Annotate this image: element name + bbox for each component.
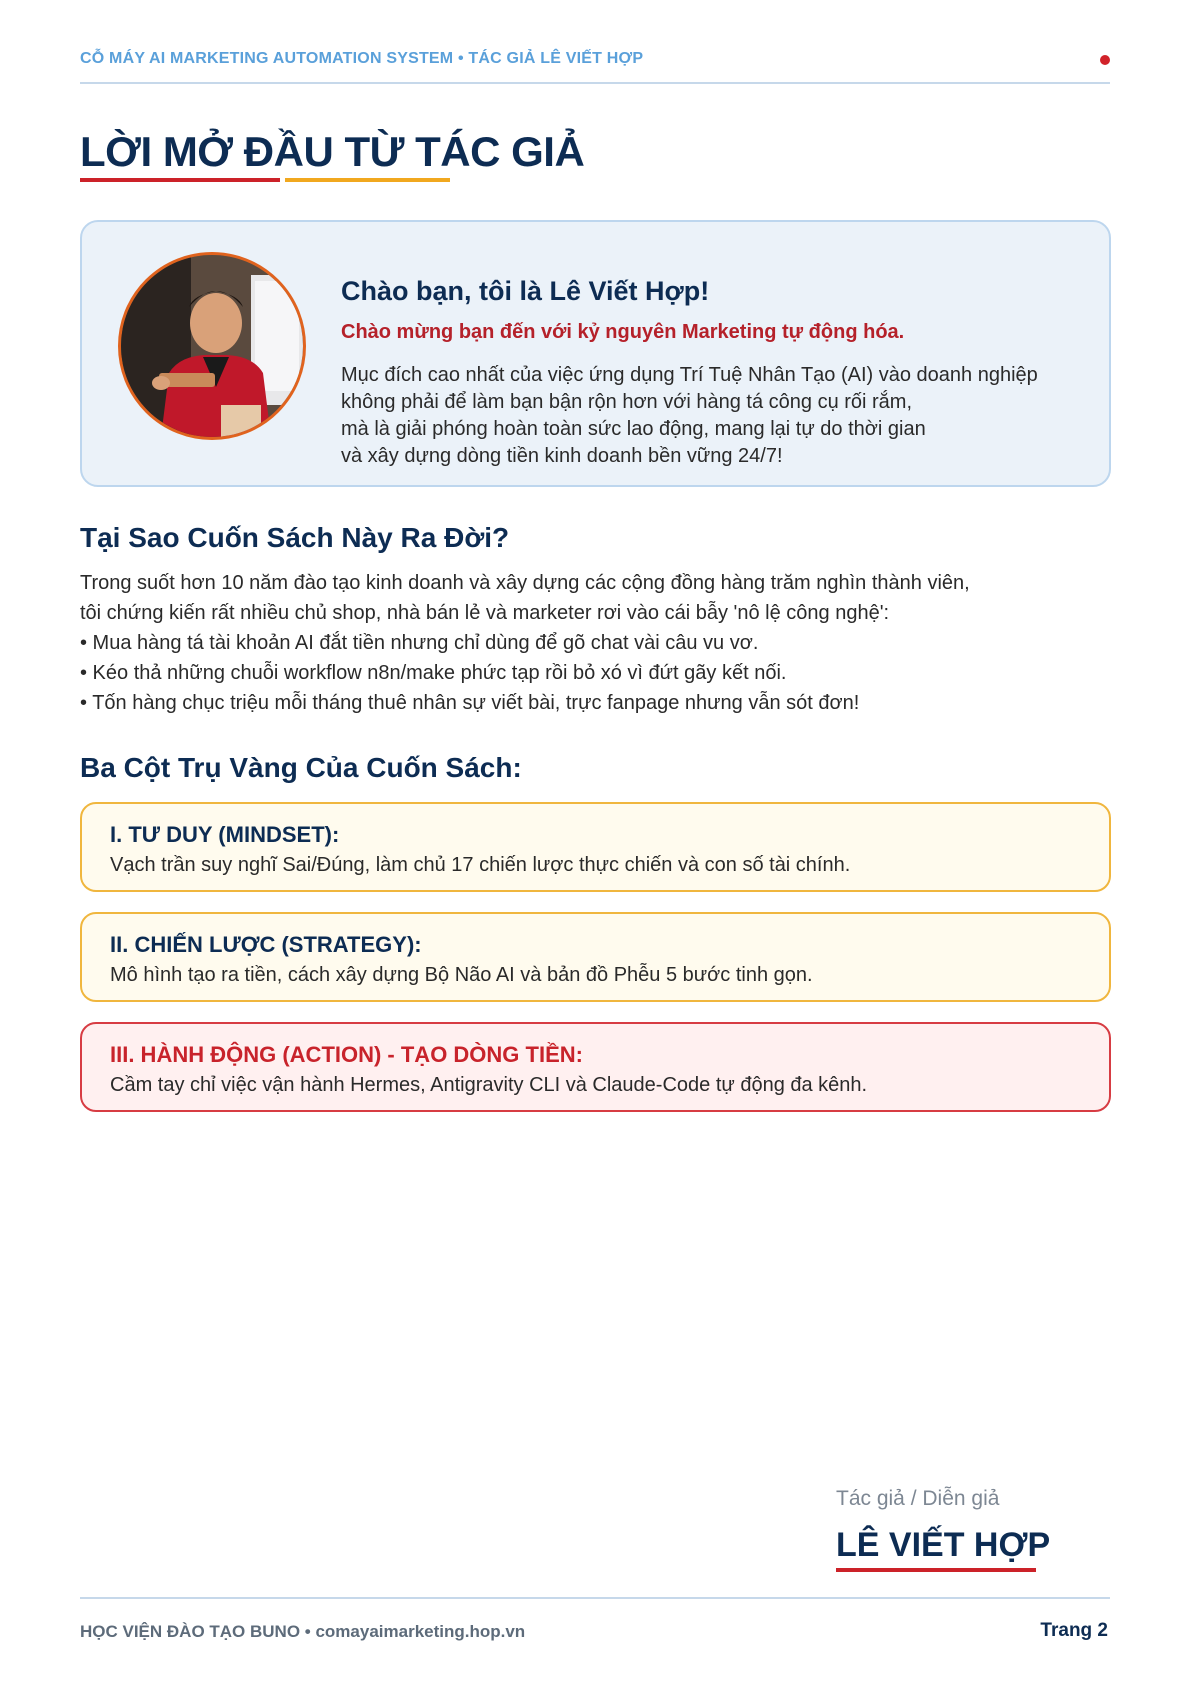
intro-line: và xây dựng dòng tiền kinh doanh bền vững 24/7! xyxy=(341,445,783,467)
intro-greeting: Chào bạn, tôi là Lê Viết Hợp! xyxy=(341,276,710,306)
pillar-desc: Cầm tay chỉ việc vận hành Hermes, Antigravity CLI và Claude-Code tự động đa kênh. xyxy=(110,1074,868,1096)
running-title: CỖ MÁY AI MARKETING AUTOMATION SYSTEM • TÁC GIẢ LÊ VIẾT HỢP xyxy=(80,50,644,67)
signature-role: Tác giả / Diễn giả xyxy=(836,1487,1000,1510)
why-bullet: • Mua hàng tá tài khoản AI đắt tiền nhưng chỉ dùng để gõ chat vài câu vu vơ. xyxy=(80,632,759,654)
intro-line: Mục đích cao nhất của việc ứng dụng Trí Tuệ Nhân Tạo (AI) vào doanh nghiệp xyxy=(341,364,1038,386)
intro-card xyxy=(80,220,1111,487)
why-line: tôi chứng kiến rất nhiều chủ shop, nhà bán lẻ và marketer rơi vào cái bẫy 'nô lệ công nghệ': xyxy=(80,602,890,624)
page-title: LỜI MỞ ĐẦU TỪ TÁC GIẢ xyxy=(80,128,585,175)
why-paragraph xyxy=(80,568,1110,718)
intro-line: không phải để làm bạn bận rộn hơn với hàng tá công cụ rối rắm, xyxy=(341,391,913,413)
intro-text xyxy=(341,276,1101,470)
pillar-desc: Vạch trần suy nghĩ Sai/Đúng, làm chủ 17 chiến lược thực chiến và con số tài chính. xyxy=(110,854,851,876)
pillar-title: II. CHIẾN LƯỢC (STRATEGY): xyxy=(110,932,422,957)
title-underline-red xyxy=(80,178,280,182)
footer-credit: HỌC VIỆN ĐÀO TẠO BUNO • comayaimarketing.hop.vn xyxy=(80,1622,526,1641)
why-line: Trong suốt hơn 10 năm đào tạo kinh doanh và xây dựng các cộng đồng hàng trăm nghìn thành viên, xyxy=(80,572,970,594)
footer-divider xyxy=(80,1597,1110,1599)
running-header xyxy=(80,50,1110,84)
pillar-title: I. TƯ DUY (MINDSET): xyxy=(110,822,340,847)
why-bullet: • Tốn hàng chục triệu mỗi tháng thuê nhân sự viết bài, trực fanpage nhưng vẫn sót đơn! xyxy=(80,692,860,714)
intro-subtitle: Chào mừng bạn đến với kỷ nguyên Marketing tự động hóa. xyxy=(341,321,905,343)
page-number: Trang 2 xyxy=(1040,1620,1108,1641)
pillars-heading: Ba Cột Trụ Vàng Của Cuốn Sách: xyxy=(80,752,522,783)
author-photo xyxy=(118,252,306,440)
pillar-title: III. HÀNH ĐỘNG (ACTION) - TẠO DÒNG TIỀN: xyxy=(110,1042,583,1067)
intro-body xyxy=(341,362,1101,470)
pillar-mindset xyxy=(80,802,1111,892)
signature-name: LÊ VIẾT HỢP xyxy=(836,1526,1051,1564)
why-heading: Tại Sao Cuốn Sách Này Ra Đời? xyxy=(80,522,510,553)
pillar-desc: Mô hình tạo ra tiền, cách xây dựng Bộ Não AI và bản đồ Phễu 5 bước tinh gọn. xyxy=(110,964,813,986)
pillar-action xyxy=(80,1022,1111,1112)
why-bullet: • Kéo thả những chuỗi workflow n8n/make phức tạp rồi bỏ xó vì đứt gãy kết nối. xyxy=(80,662,787,684)
author-portrait-icon xyxy=(121,255,303,437)
signature-underline xyxy=(836,1568,1036,1572)
title-underline-yellow xyxy=(285,178,450,182)
pillar-strategy xyxy=(80,912,1111,1002)
intro-line: mà là giải phóng hoàn toàn sức lao động, mang lại tự do thời gian xyxy=(341,418,926,440)
red-dot-icon xyxy=(1100,55,1110,65)
